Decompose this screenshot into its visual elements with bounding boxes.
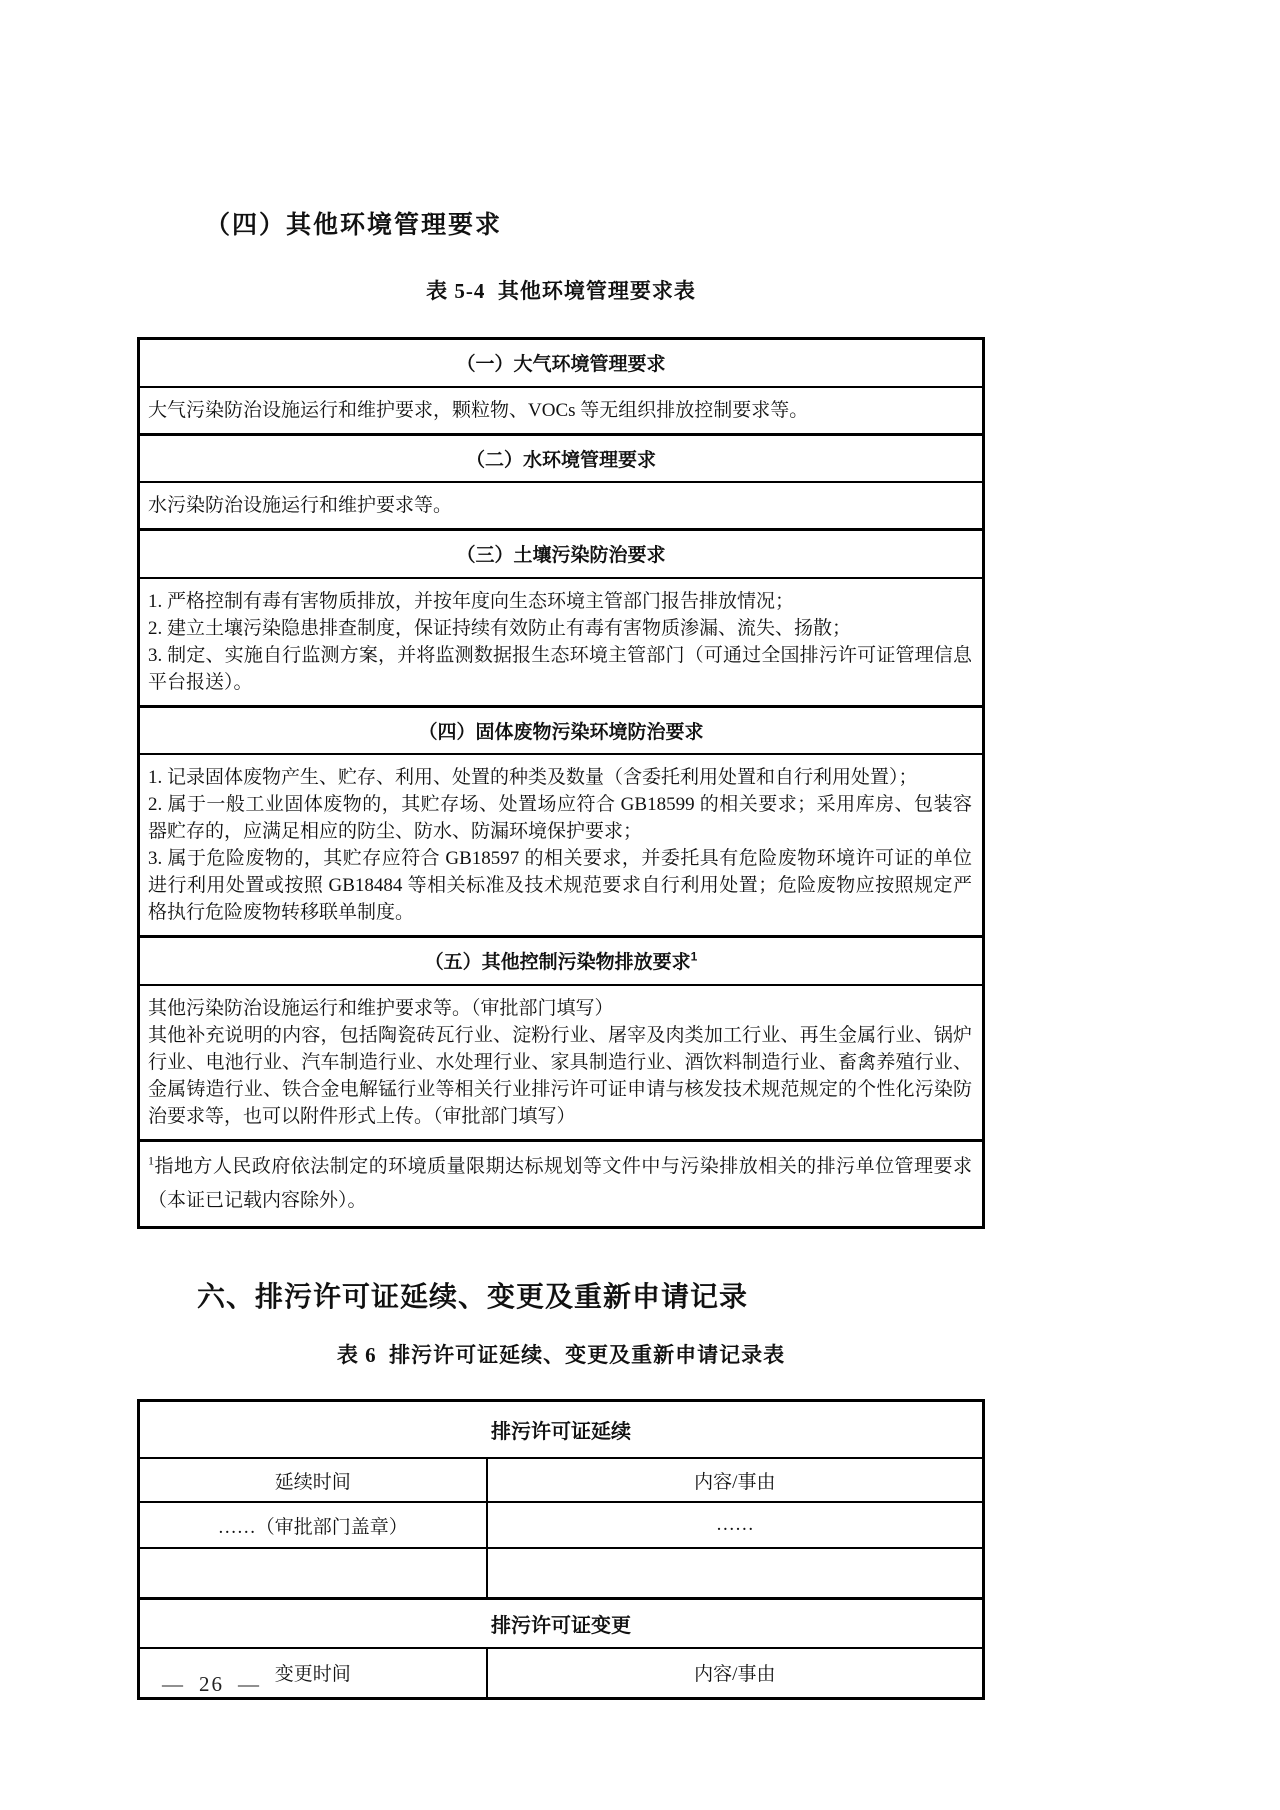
water-env-content — [139, 482, 984, 530]
renewal-time-label: 延续时间 — [139, 1458, 487, 1502]
paragraph: 大气污染防治设施运行和维护要求，颗粒物、VOCs 等无组织排放控制要求等。 — [148, 399, 809, 421]
table-row — [139, 578, 984, 707]
table-row — [139, 1598, 984, 1648]
paragraph: 3. 制定、实施自行监测方案，并将监测数据报生态环境主管部门（可通过全国排污许可证管理信息平台报送）。 — [148, 644, 972, 693]
paragraph: 1. 严格控制有毒有害物质排放，并按年度向生态环境主管部门报告排放情况； — [148, 590, 795, 612]
empty-cell — [487, 1548, 984, 1598]
page-footer — [148, 1672, 275, 1697]
content-reason-value: …… — [487, 1502, 984, 1548]
paragraph: 3. 属于危险废物的，其贮存应符合 GB18597 的相关要求，并委托具有危险废物环境许可证的单位进行利用处置或按照 GB18484 等相关标准及技术规范要求自行利用处置；危险废物应按照规定严格执行危险废物转移联单制度。 — [148, 848, 972, 923]
other-env-requirements-table — [137, 337, 985, 1229]
table-row — [139, 339, 984, 387]
other-pollutants-header-text: （五）其他控制污染物排放要求 — [424, 952, 691, 974]
table-row — [139, 937, 984, 985]
air-env-content — [139, 387, 984, 435]
content-reason-label: 内容/事由 — [487, 1458, 984, 1502]
change-time-label: 变更时间 — [139, 1648, 487, 1698]
document-column — [137, 0, 985, 1700]
table2-caption: 表 6 排污许可证延续、变更及重新申请记录表 — [336, 1342, 786, 1367]
soil-pollution-content — [139, 578, 984, 707]
solid-waste-content — [139, 754, 984, 937]
footnote-marker: 1 — [148, 1153, 154, 1168]
paragraph: 其他补充说明的内容，包括陶瓷砖瓦行业、淀粉行业、屠宰及肉类加工行业、再生金属行业、锅炉行业、电池行业、汽车制造行业、水处理行业、家具制造行业、酒饮料制造行业、畜禽养殖行业、金属铸造行业、铁合金电解锰行业等相关行业排污许可证申请与核发技术规范规定的个性化污染防治要求等，也可以附件形式上传。（审批部门填写） — [148, 1024, 972, 1127]
renewal-section-header: 排污许可证延续 — [139, 1400, 984, 1458]
paragraph: 水污染防治设施运行和维护要求等。 — [148, 495, 453, 516]
page-number: 26 — [199, 1672, 224, 1696]
table-row — [139, 482, 984, 530]
renewal-time-value: ……（审批部门盖章） — [139, 1502, 487, 1548]
footnote-text: 指地方人民政府依法制定的环境质量限期达标规划等文件中与污染排放相关的排污单位管理要求（本证已记载内容除外）。 — [148, 1155, 972, 1211]
water-env-header: （二）水环境管理要求 — [139, 434, 984, 482]
table-row — [139, 530, 984, 578]
table-row — [139, 754, 984, 937]
paragraph: 2. 属于一般工业固体废物的，其贮存场、处置场应符合 GB18599 的相关要求；采用库房、包装容器贮存的，应满足相应的防尘、防水、防漏环境保护要求； — [148, 794, 972, 842]
table-footnote — [139, 1140, 984, 1227]
table-row — [139, 1458, 984, 1502]
table-row — [139, 1140, 984, 1227]
section2-heading: 六、排污许可证延续、变更及重新申请记录 — [197, 1280, 749, 1312]
paragraph: 2. 建立土壤污染隐患排查制度，保证持续有效防止有毒有害物质渗漏、流失、扬散； — [148, 617, 852, 639]
table-row — [139, 387, 984, 435]
table-row — [139, 1502, 984, 1548]
other-pollutants-content — [139, 985, 984, 1141]
soil-pollution-header: （三）土壤污染防治要求 — [139, 530, 984, 578]
change-section-header: 排污许可证变更 — [139, 1598, 984, 1648]
footer-right-dash: — — [238, 1672, 261, 1696]
other-pollutants-header — [139, 937, 984, 985]
footer-left-dash: — — [162, 1672, 185, 1696]
paragraph: 1. 记录固体废物产生、贮存、利用、处置的种类及数量（含委托利用处置和自行利用处置）； — [148, 767, 918, 788]
solid-waste-header: （四）固体废物污染环境防治要求 — [139, 706, 984, 754]
table1-caption: 表 5-4 其他环境管理要求表 — [426, 279, 696, 303]
table-row — [139, 434, 984, 482]
table-row — [139, 985, 984, 1141]
table-row — [139, 1548, 984, 1598]
table-row — [139, 706, 984, 754]
permit-record-table — [137, 1399, 985, 1700]
paragraph: 其他污染防治设施运行和维护要求等。（审批部门填写） — [148, 997, 614, 1019]
empty-cell — [139, 1548, 487, 1598]
table-row — [139, 1400, 984, 1458]
content-reason-label: 内容/事由 — [487, 1648, 984, 1698]
footnote-marker: 1 — [690, 949, 698, 964]
air-env-header: （一）大气环境管理要求 — [139, 339, 984, 387]
section-heading: （四）其他环境管理要求 — [205, 212, 503, 239]
